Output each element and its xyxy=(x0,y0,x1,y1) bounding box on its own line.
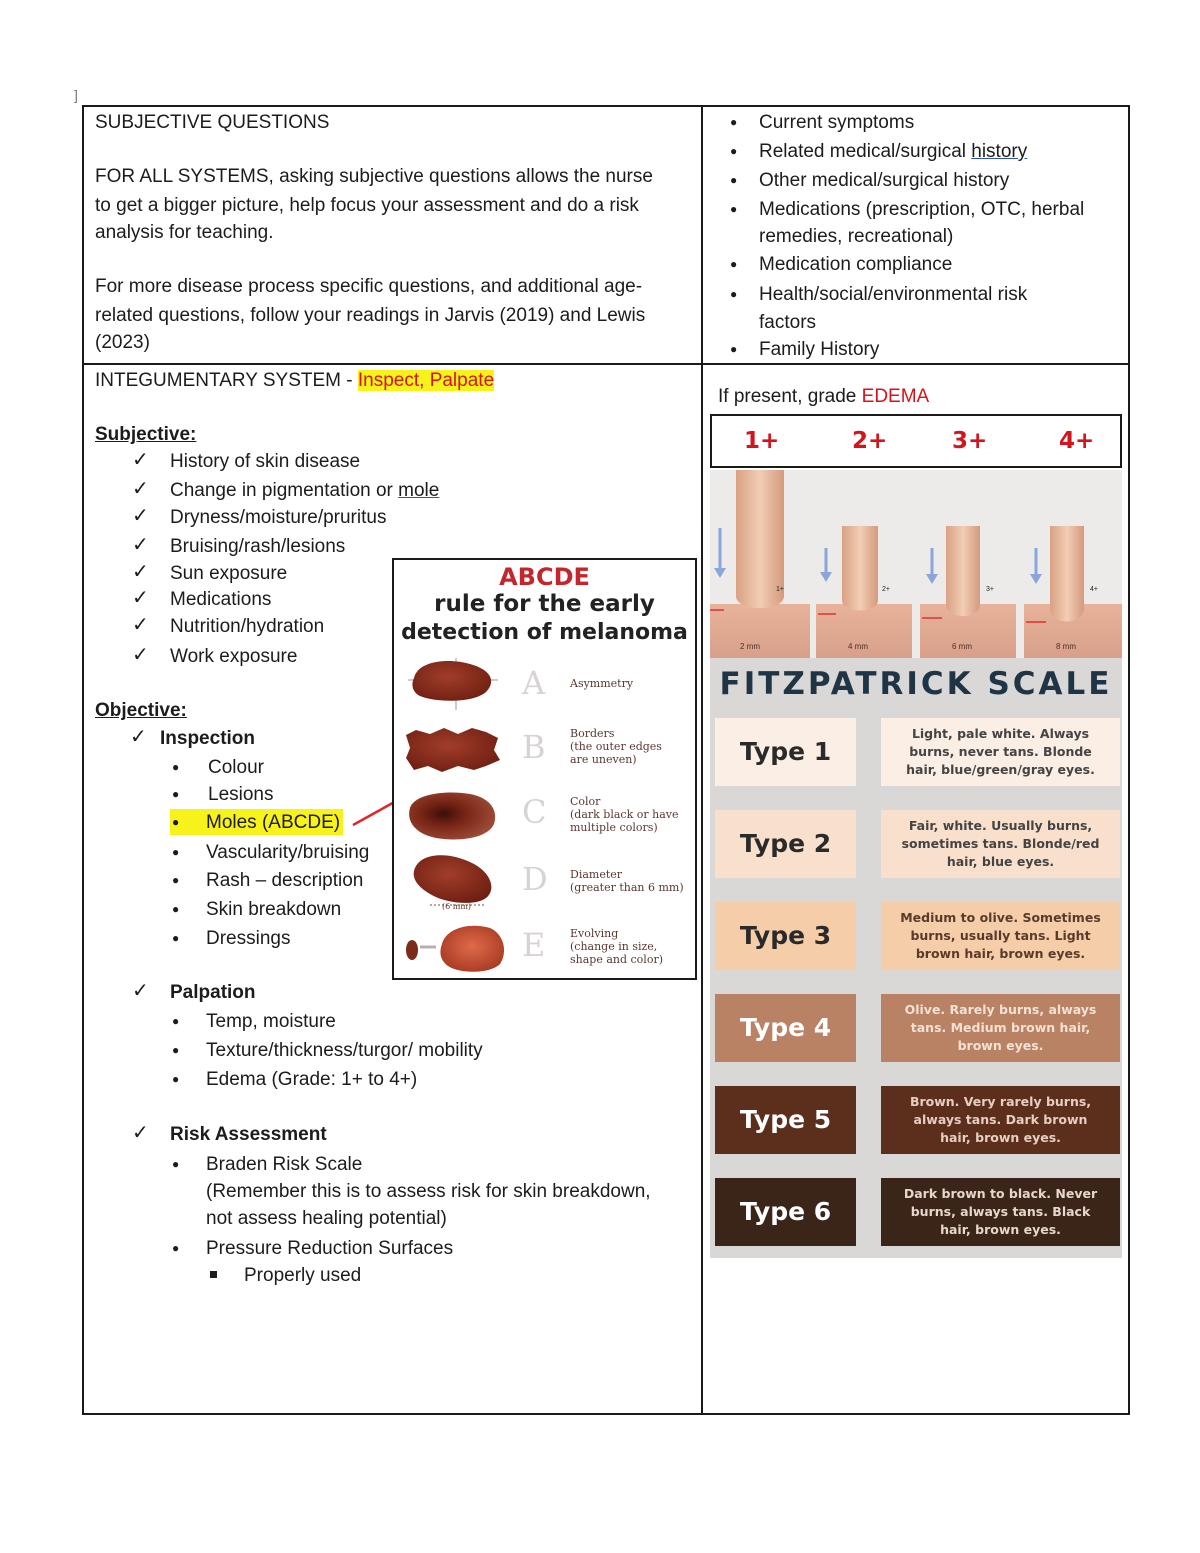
edema-grade-header xyxy=(710,414,1122,468)
fitzpatrick-type-label: Type 5 xyxy=(715,1086,856,1154)
edema-grade: 4+ xyxy=(1059,428,1095,454)
fitzpatrick-description-line: brown hair, brown eyes. xyxy=(915,946,1086,961)
inspection-label: Inspection xyxy=(160,728,256,749)
bullet-icon: ● xyxy=(172,1157,180,1171)
bullet-icon: ● xyxy=(172,845,180,859)
palpation-label: Palpation xyxy=(170,982,256,1003)
subjective-item: Medications xyxy=(170,589,272,610)
inspection-item: Skin breakdown xyxy=(206,899,342,920)
abcde-label: (change in size, xyxy=(570,940,658,953)
palpation-item: Texture/thickness/turgor/ mobility xyxy=(206,1040,483,1061)
abcde-letter: D xyxy=(522,860,548,898)
fitzpatrick-scale-figure xyxy=(710,658,1122,1258)
checkmark-icon: ✓ xyxy=(132,478,149,500)
fitzpatrick-description-line: hair, blue/green/gray eyes. xyxy=(906,762,1095,777)
subjective-label: Subjective: xyxy=(95,424,197,445)
inspection-item: Rash – description xyxy=(206,870,364,891)
finger-press-illustration xyxy=(710,470,1122,658)
list-item: Current symptoms xyxy=(759,112,915,133)
bullet-icon: ● xyxy=(172,760,180,774)
finger-label: 1+ xyxy=(776,586,784,593)
fitzpatrick-type-description xyxy=(881,1086,1120,1154)
list-item: Other medical/surgical history xyxy=(759,170,1010,191)
palpation-item: Temp, moisture xyxy=(206,1011,336,1032)
table-border-left xyxy=(82,105,84,1415)
checkmark-icon: ✓ xyxy=(132,561,149,583)
checkmark-icon: ✓ xyxy=(130,726,147,748)
bullet-icon: ● xyxy=(730,342,738,356)
edema-caption xyxy=(718,383,929,410)
checkmark-icon: ✓ xyxy=(132,644,149,666)
intro-paragraph-line: to get a bigger picture, help focus your assessment and do a risk xyxy=(95,195,639,216)
bullet-icon: ● xyxy=(730,287,738,301)
fitzpatrick-description-line: Dark brown to black. Never xyxy=(903,1186,1098,1201)
list-item xyxy=(759,138,1027,165)
finger-label: 2+ xyxy=(882,586,890,593)
bullet-icon: ● xyxy=(172,1072,180,1086)
risk-item-note: (Remember this is to assess risk for skin breakdown, xyxy=(206,1181,651,1202)
subjective-item: Sun exposure xyxy=(170,563,288,584)
edema-grade: 3+ xyxy=(952,428,988,454)
inspection-item: Vascularity/bruising xyxy=(206,842,370,863)
edema-grade: 1+ xyxy=(744,428,780,454)
table-border-center xyxy=(701,105,703,1415)
fitzpatrick-type-label: Type 6 xyxy=(715,1178,856,1246)
bullet-icon: ● xyxy=(172,931,180,945)
abcde-letter: E xyxy=(522,926,546,964)
subjective-item: Work exposure xyxy=(170,646,298,667)
checkmark-icon: ✓ xyxy=(132,587,149,609)
abcde-subtitle: detection of melanoma xyxy=(401,620,688,645)
fitzpatrick-description-line: Light, pale white. Always xyxy=(911,726,1090,741)
abcde-melanoma-figure xyxy=(392,558,697,980)
bullet-icon: ● xyxy=(730,115,738,129)
readings-paragraph-line: For more disease process specific questions, and additional age- xyxy=(95,276,643,297)
depth-label: 2 mm xyxy=(740,642,760,651)
table-border-top xyxy=(82,105,1130,107)
list-item: Health/social/environmental risk xyxy=(759,284,1028,305)
subjective-item xyxy=(170,477,439,504)
inspection-item: Colour xyxy=(208,757,264,778)
diameter-marker: (6 mm) xyxy=(442,902,472,911)
bullet-icon: ● xyxy=(172,1241,180,1255)
fitzpatrick-description-line: burns, always tans. Black xyxy=(910,1204,1091,1219)
fitzpatrick-type-description xyxy=(881,994,1120,1062)
list-item-continuation: factors xyxy=(759,312,817,333)
checkmark-icon: ✓ xyxy=(132,505,149,527)
bullet-icon: ● xyxy=(730,173,738,187)
fitzpatrick-description-line: tans. Medium brown hair, xyxy=(910,1020,1091,1035)
abcde-title: ABCDE xyxy=(499,563,590,591)
fitzpatrick-description-line: Fair, white. Usually burns, xyxy=(908,818,1093,833)
fitzpatrick-title: FITZPATRICK SCALE xyxy=(719,666,1113,702)
objective-label: Objective: xyxy=(95,700,187,721)
fitzpatrick-type-description xyxy=(881,1178,1120,1246)
finger-label: 4+ xyxy=(1090,586,1098,593)
depth-label: 6 mm xyxy=(952,642,972,651)
readings-paragraph-line: (2023) xyxy=(95,332,150,353)
fitzpatrick-type-description xyxy=(881,718,1120,786)
page-marker: ] xyxy=(74,87,78,103)
subjective-item: Dryness/moisture/pruritus xyxy=(170,507,387,528)
fitzpatrick-type-description xyxy=(881,902,1120,970)
abcde-letter: C xyxy=(522,793,547,831)
abcde-subtitle: rule for the early xyxy=(434,591,655,617)
edema-word: EDEMA xyxy=(861,386,930,407)
inspection-item: Lesions xyxy=(208,784,274,805)
abcde-letter: A xyxy=(522,664,546,702)
depth-label: 4 mm xyxy=(848,642,868,651)
depth-label: 8 mm xyxy=(1056,642,1076,651)
list-item: Family History xyxy=(759,339,880,360)
edema-caption-text: If present, grade xyxy=(718,386,862,407)
abcde-label: (dark black or have xyxy=(570,808,679,821)
table-border-right xyxy=(1128,105,1130,1415)
list-item: Medications (prescription, OTC, herbal xyxy=(759,199,1085,220)
table-border-mid xyxy=(82,363,1130,365)
bullet-icon: ● xyxy=(172,1043,180,1057)
subjective-item: Nutrition/hydration xyxy=(170,616,325,637)
checkmark-icon: ✓ xyxy=(132,1122,149,1144)
fitzpatrick-description-line: always tans. Dark brown xyxy=(913,1112,1088,1127)
abcde-label: shape and color) xyxy=(570,953,663,966)
fitzpatrick-type-label: Type 3 xyxy=(715,902,856,970)
intro-paragraph-line: FOR ALL SYSTEMS, asking subjective questions allows the nurse xyxy=(95,166,653,187)
subjective-item: Bruising/rash/lesions xyxy=(170,536,346,557)
fitzpatrick-type-label: Type 4 xyxy=(715,994,856,1062)
inspection-item-moles: Moles (ABCDE) xyxy=(206,812,341,833)
integumentary-heading xyxy=(95,367,494,394)
abcde-label: (greater than 6 mm) xyxy=(570,881,684,894)
risk-item-note: not assess healing potential) xyxy=(206,1208,447,1229)
checkmark-icon: ✓ xyxy=(132,614,149,636)
fitzpatrick-description-line: Olive. Rarely burns, always xyxy=(904,1002,1097,1017)
fitzpatrick-description-line: hair, blue eyes. xyxy=(946,854,1055,869)
fitzpatrick-type-label: Type 2 xyxy=(715,810,856,878)
mole-link[interactable]: mole xyxy=(398,480,440,501)
fitzpatrick-description-line: burns, never tans. Blonde xyxy=(909,744,1092,759)
fitzpatrick-type-label: Type 1 xyxy=(715,718,856,786)
bullet-icon: ● xyxy=(172,815,180,829)
risk-item: Pressure Reduction Surfaces xyxy=(206,1238,454,1259)
integumentary-heading-text: INTEGUMENTARY SYSTEM - xyxy=(95,370,358,391)
bullet-icon: ● xyxy=(172,787,180,801)
abcde-label: Diameter xyxy=(570,868,623,881)
fitzpatrick-description-line: sometimes tans. Blonde/red xyxy=(901,836,1100,851)
fitzpatrick-description-line: brown eyes. xyxy=(957,1038,1044,1053)
fitzpatrick-description-line: Brown. Very rarely burns, xyxy=(909,1094,1092,1109)
list-item-continuation: remedies, recreational) xyxy=(759,226,954,247)
bullet-icon: ● xyxy=(730,144,738,158)
abcde-label: Borders xyxy=(570,727,615,740)
edema-grade: 2+ xyxy=(852,428,888,454)
abcde-label: Asymmetry xyxy=(570,677,634,690)
bullet-icon: ● xyxy=(730,257,738,271)
table-border-bottom xyxy=(82,1413,1130,1415)
inspect-palpate-highlight: Inspect, Palpate xyxy=(357,370,495,391)
fitzpatrick-description-line: burns, usually tans. Light xyxy=(910,928,1091,943)
risk-assessment-label: Risk Assessment xyxy=(170,1124,327,1145)
abcde-label: Evolving xyxy=(570,927,619,940)
abcde-label: Color xyxy=(570,795,601,808)
edema-pitting-illustration xyxy=(710,470,1122,658)
mole-illustrations xyxy=(394,560,695,978)
fitzpatrick-description-line: Medium to olive. Sometimes xyxy=(900,910,1101,925)
inspection-item: Dressings xyxy=(206,928,291,949)
abcde-label: (the outer edges xyxy=(570,740,662,753)
subjective-item-text: Change in pigmentation or xyxy=(170,480,399,501)
abcde-label: multiple colors) xyxy=(570,821,658,834)
risk-item: Braden Risk Scale xyxy=(206,1154,363,1175)
finger-label: 3+ xyxy=(986,586,994,593)
bullet-icon: ● xyxy=(172,873,180,887)
abcde-letter: B xyxy=(522,728,546,766)
fitzpatrick-description-line: hair, brown eyes. xyxy=(940,1130,1061,1145)
checkmark-icon: ✓ xyxy=(132,980,149,1002)
checkmark-icon: ✓ xyxy=(132,449,149,471)
bullet-icon: ● xyxy=(172,1014,180,1028)
history-link[interactable]: history xyxy=(971,141,1028,162)
square-bullet-icon xyxy=(210,1271,217,1278)
bullet-icon: ● xyxy=(172,902,180,916)
checkmark-icon: ✓ xyxy=(132,534,149,556)
subjective-questions-heading: SUBJECTIVE QUESTIONS xyxy=(95,112,330,133)
bullet-icon: ● xyxy=(730,202,738,216)
risk-subitem: Properly used xyxy=(244,1265,362,1286)
fitzpatrick-description-line: hair, brown eyes. xyxy=(940,1222,1061,1237)
readings-paragraph-line: related questions, follow your readings in Jarvis (2019) and Lewis xyxy=(95,305,646,326)
list-item-text: Related medical/surgical xyxy=(759,141,972,162)
palpation-item: Edema (Grade: 1+ to 4+) xyxy=(206,1069,418,1090)
intro-paragraph-line: analysis for teaching. xyxy=(95,222,274,243)
abcde-label: are uneven) xyxy=(570,753,637,766)
fitzpatrick-type-description xyxy=(881,810,1120,878)
subjective-item: History of skin disease xyxy=(170,451,361,472)
list-item: Medication compliance xyxy=(759,254,953,275)
